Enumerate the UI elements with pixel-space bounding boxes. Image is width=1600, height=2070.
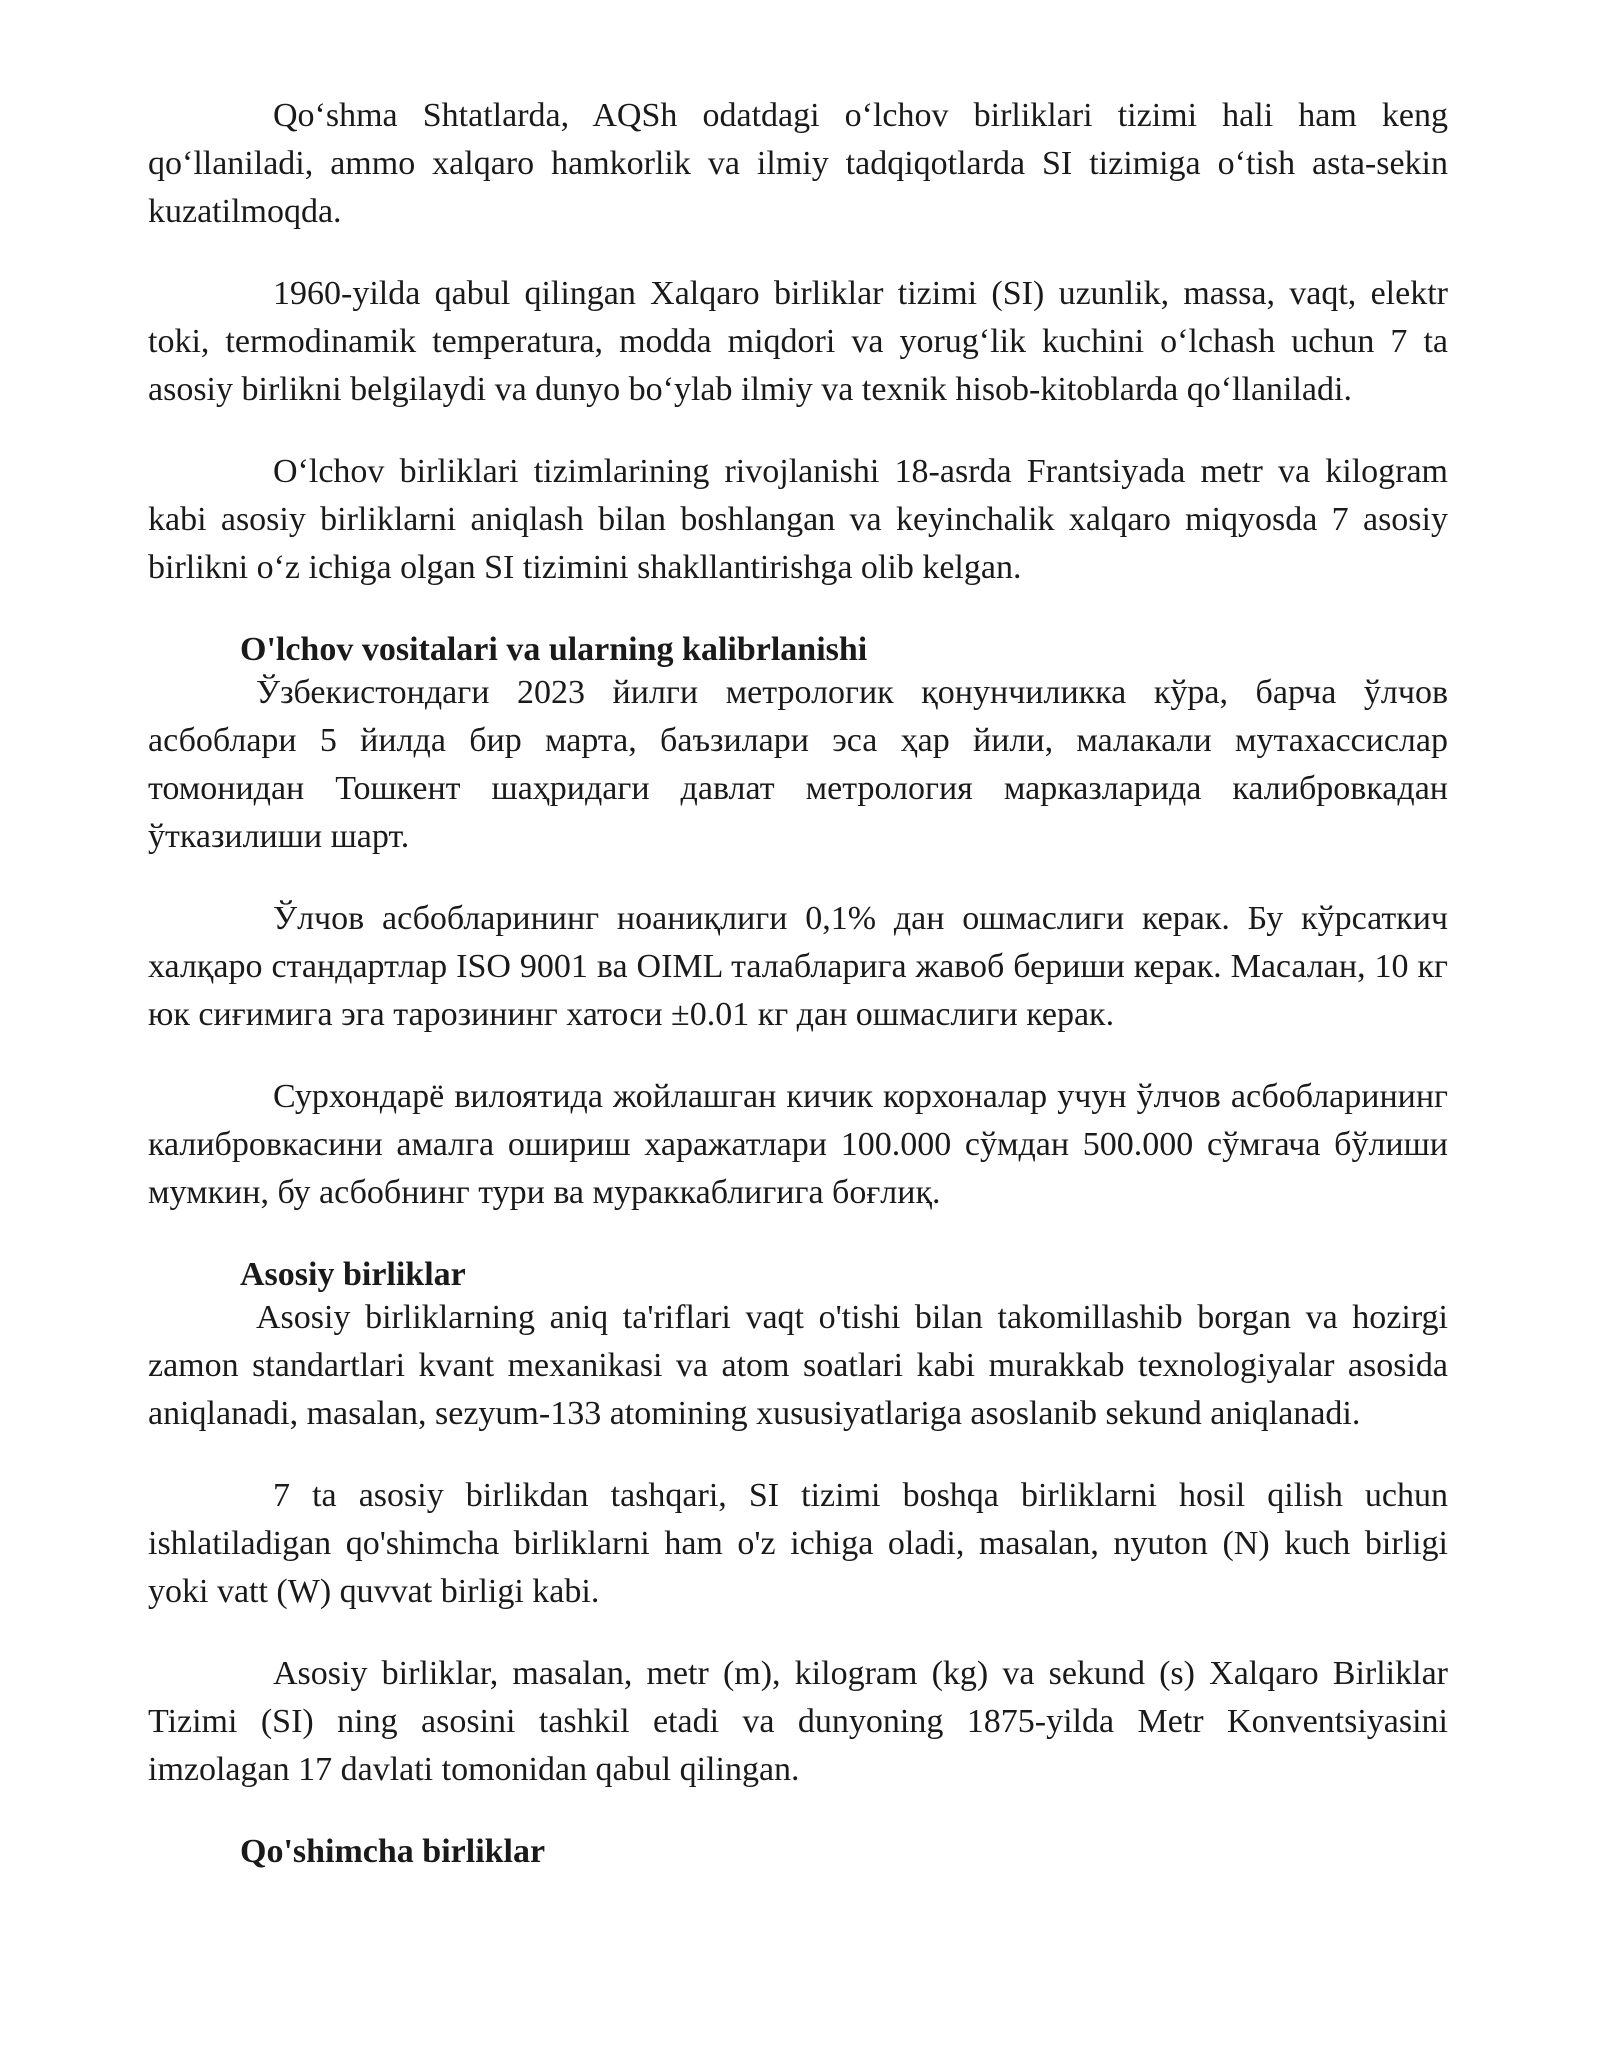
section-heading-calibration: O'lchov vositalari va ularning kalibrlanishi	[240, 631, 868, 668]
paragraph: Ўлчов асбобларининг ноаниқлиги 0,1% дан ошмаслиги керак. Бу кўрсаткич халқаро стандартлар ISO 9001 ва OIML талабларига жавоб бериши керак. Масалан, 10 кг юк сиғимига эга тарозининг хатоси ±0.01 кг дан ошмаслиги керак.	[148, 900, 1448, 1033]
paragraph: Сурхондарё вилоятида жойлашган кичик корхоналар учун ўлчов асбобларининг калибровкасини амалга ошириш харажатлари 100.000 сўмдан 500.000 сўмгача бўлиши мумкин, бу асбобнинг тури ва мураккаблигига боғлиқ.	[148, 1078, 1448, 1211]
document-page	[148, 92, 1448, 1876]
paragraph: Ўзбекистондаги 2023 йилги метрологик қонунчиликка кўра, барча ўлчов асбоблари 5 йилда бир марта, баъзилари эса ҳар йили, малакали мутахассислар томонидан Тошкент шаҳридаги давлат метрология марказларида калибровкадан ўтказилиши шарт.	[148, 674, 1448, 855]
section-heading-base-units: Asosiy birliklar	[240, 1256, 466, 1293]
paragraph: Asosiy birliklarning aniq ta'riflari vaqt o'tishi bilan takomillashib borgan va hozirgi zamon standartlari kvant mexanikasi va atom soatlari kabi murakkab texnologiyalar asosida aniqlanadi, masalan, sezyum-133 atomining xususiyatlariga asoslanib sekund aniqlanadi.	[148, 1299, 1448, 1432]
paragraph: Asosiy birliklar, masalan, metr (m), kilogram (kg) va sekund (s) Xalqaro Birliklar Tizimi (SI) ning asosini tashkil etadi va dunyoning 1875-yilda Metr Konventsiyasini imzolagan 17 davlati tomonidan qabul qilingan.	[148, 1655, 1448, 1788]
section-heading-supplementary-units: Qo'shimcha birliklar	[240, 1833, 546, 1870]
paragraph: O‘lchov birliklari tizimlarining rivojlanishi 18-asrda Frantsiyada metr va kilogram kabi asosiy birliklarni aniqlash bilan boshlangan va keyinchalik xalqaro miqyosda 7 asosiy birlikni o‘z ichiga olgan SI tizimini shakllantirishga olib kelgan.	[148, 453, 1448, 586]
paragraph: 1960-yilda qabul qilingan Xalqaro birliklar tizimi (SI) uzunlik, massa, vaqt, elektr toki, termodinamik temperatura, modda miqdori va yorug‘lik kuchini o‘lchash uchun 7 ta asosiy birlikni belgilaydi va dunyo bo‘ylab ilmiy va texnik hisob-kitoblarda qo‘llaniladi.	[148, 275, 1448, 408]
paragraph: Qo‘shma Shtatlarda, AQSh odatdagi o‘lchov birliklari tizimi hali ham keng qo‘llaniladi, ammo xalqaro hamkorlik va ilmiy tadqiqotlarda SI tizimiga o‘tish asta-sekin kuzatilmoqda.	[148, 97, 1448, 230]
paragraph: 7 ta asosiy birlikdan tashqari, SI tizimi boshqa birliklarni hosil qilish uchun ishlatiladigan qo'shimcha birliklarni ham o'z ichiga oladi, masalan, nyuton (N) kuch birligi yoki vatt (W) quvvat birligi kabi.	[148, 1477, 1448, 1610]
